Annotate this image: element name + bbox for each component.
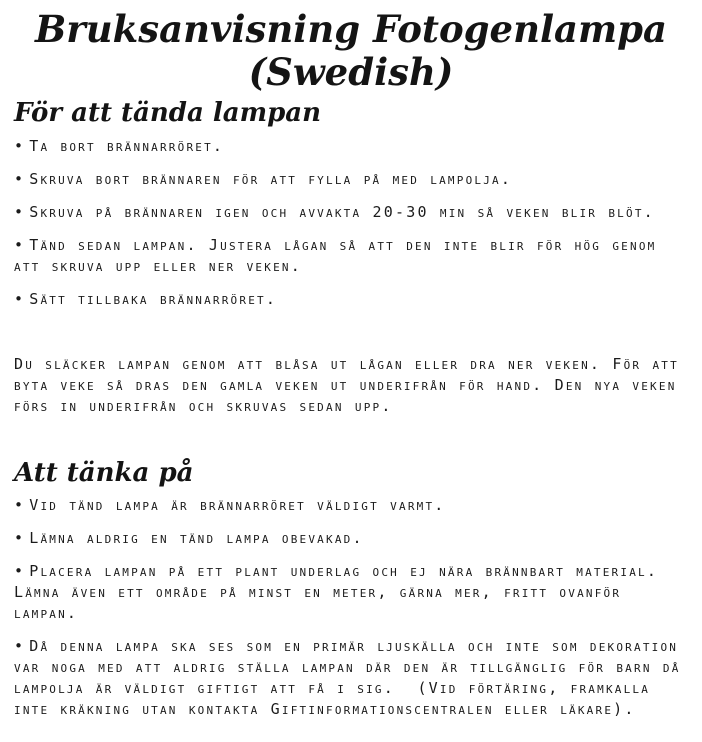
list-item-text: Skruva på brännaren igen och avvakta 20-30 min så veken blir blöt. [29, 202, 655, 221]
extinguish-and-wick-paragraph: Du släcker lampan genom att blåsa ut lågan eller dra ner veken. För att byta veke så dras den gamla veken ut underifrån för hand. Den nya veken förs in underifrån och skruvas sedan upp. [14, 354, 691, 415]
bullet-icon: • [14, 529, 26, 548]
list-item-text: Lämna aldrig en tänd lampa obevakad. [29, 529, 364, 548]
bullet-icon: • [14, 235, 26, 254]
list-item [14, 528, 688, 549]
list-item-text: Tänd sedan lampan. Justera lågan så att den inte blir för hög genom att skruva upp eller ner veken. [14, 235, 668, 275]
list-item [14, 636, 692, 720]
section-heading-lighting: För att tända lampan [14, 98, 322, 129]
list-item [14, 495, 688, 516]
bullet-icon: • [14, 637, 26, 656]
section-lighting-the-lamp [14, 98, 691, 417]
bullet-icon: • [14, 562, 26, 581]
list-item [14, 202, 688, 223]
list-item-text: Då denna lampa ska ses som en primär ljuskälla och inte som dekoration var noga med att aldrig ställa lampan där den är tillgänglig för barn då lampolja är väldigt giftigt att få i sig. (Vid förtäring, framkalla inte kräkning utan kontakta Giftinformationscentralen eller läkare). [14, 637, 692, 719]
list-item [14, 169, 688, 190]
bullet-icon: • [14, 136, 26, 155]
list-item-text: Vid tänd lampa är brännarröret väldigt varmt. [29, 496, 446, 515]
bullet-icon: • [14, 496, 26, 515]
list-item [14, 561, 688, 624]
section-heading-consider: Att tänka på [14, 457, 194, 488]
list-item [14, 235, 688, 277]
list-item [14, 136, 688, 157]
list-item-text: Placera lampan på ett plant underlag och ej nära brännbart material. Lämna även ett område på minst en meter, gärna mer, fritt ovanför lampan. [14, 562, 670, 623]
list-item [14, 289, 688, 310]
page-title: Bruksanvisning Fotogenlampa (Swedish) [34, 7, 668, 94]
section-things-to-consider [14, 457, 692, 721]
bullet-icon: • [14, 289, 26, 308]
list-item-text: Skruva bort brännaren för att fylla på med lampolja. [29, 169, 513, 188]
bullet-icon: • [14, 202, 26, 221]
list-item-text: Sätt tillbaka brännarröret. [29, 289, 278, 308]
bullet-icon: • [14, 169, 26, 188]
list-item-text: Ta bort brännarröret. [29, 136, 225, 155]
